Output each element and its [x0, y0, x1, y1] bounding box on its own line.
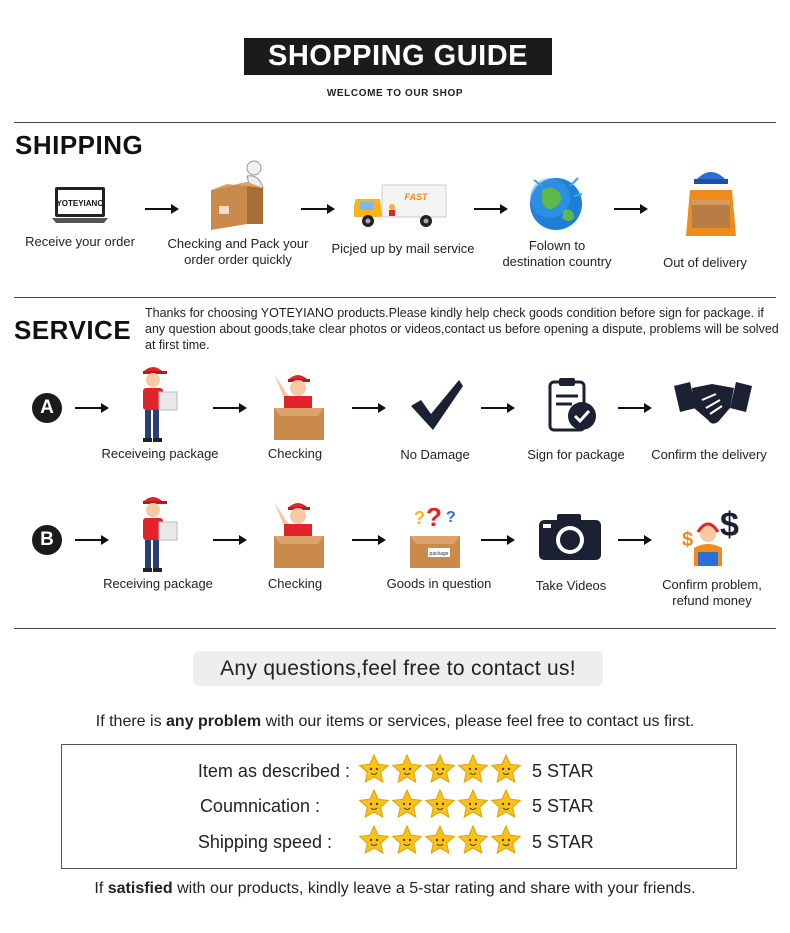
handshake-icon: [672, 378, 754, 428]
shipping-arrow-1: [145, 204, 179, 214]
contact-banner: [193, 651, 603, 686]
row-a-badge: A: [32, 393, 62, 423]
row-b-arrow-4: [481, 535, 515, 545]
row-a-step-label: Receiveing package: [101, 446, 219, 461]
svg-text:?: ?: [414, 508, 425, 528]
shipping-step-label: Folown to destination country: [502, 238, 612, 269]
page-title: SHOPPING GUIDE: [268, 40, 528, 72]
problem-sentence-post: with our items or services, please feel free to contact us first.: [261, 713, 695, 730]
divider-top: [14, 122, 776, 123]
row-a-step-label: Sign for package: [527, 447, 625, 462]
person-in-box-icon: [270, 370, 328, 442]
shipping-arrow-3: [474, 204, 508, 214]
rating-stars: [358, 788, 522, 820]
row-a-step-label: No Damage: [400, 447, 470, 462]
service-title: SERVICE: [14, 315, 132, 345]
courier-carrying-box-icon: [135, 364, 183, 444]
question-box-icon: [406, 504, 464, 570]
divider-service: [14, 628, 776, 629]
row-b-arrow-5: [618, 535, 652, 545]
star-icon: [424, 753, 456, 785]
star-icon: [391, 824, 423, 856]
svg-text:?: ?: [426, 504, 442, 532]
row-b-step-label: Receiving package: [103, 576, 213, 591]
rating-label: Coumnication :: [199, 796, 320, 816]
shipping-title: SHIPPING: [15, 130, 144, 160]
star-icon: [391, 788, 423, 820]
person-in-box-icon: [270, 498, 328, 570]
svg-text:?: ?: [446, 509, 456, 526]
star-icon: [424, 824, 456, 856]
row-b-arrow-1: [75, 535, 109, 545]
rating-box: [61, 744, 737, 869]
shipping-step-label: Out of delivery: [663, 255, 747, 270]
star-icon: [424, 788, 456, 820]
star-icon: [490, 753, 522, 785]
rating-value: 5 STAR: [532, 832, 594, 852]
rating-value: 5 STAR: [532, 796, 594, 816]
laptop-order-icon: [52, 186, 108, 224]
star-icon: [391, 753, 423, 785]
checkmark-icon: [409, 378, 465, 432]
row-a-arrow-5: [618, 403, 652, 413]
rating-stars: [358, 824, 522, 856]
courier-carrying-box-icon: [135, 494, 183, 574]
shipping-arrow-4: [614, 204, 648, 214]
star-icon: [490, 788, 522, 820]
satisfied-sentence-post: with our products, kindly leave a 5-star rating and share with your friends.: [172, 880, 696, 897]
svg-text:$: $: [682, 529, 694, 551]
rating-label: Item as described :: [197, 761, 350, 781]
divider-shipping: [14, 297, 776, 298]
star-icon: [457, 824, 489, 856]
row-a-step-label: Confirm the delivery: [651, 447, 767, 462]
row-a-arrow-2: [213, 403, 247, 413]
support-agent-dollar-icon: [680, 502, 746, 572]
shipping-step-label: Checking and Pack your order order quickly: [167, 236, 309, 267]
problem-sentence-bold: any problem: [166, 713, 262, 730]
star-icon: [457, 753, 489, 785]
svg-text:$: $: [720, 506, 739, 544]
satisfied-sentence: [0, 880, 790, 898]
truck-text: FAST: [404, 192, 428, 202]
star-icon: [358, 788, 390, 820]
star-icon: [457, 788, 489, 820]
row-b-step-label: Checking: [267, 576, 323, 591]
satisfied-sentence-pre: If: [94, 880, 108, 897]
row-b-badge: B: [32, 525, 62, 555]
problem-sentence: [0, 713, 790, 731]
row-b-arrow-2: [213, 535, 247, 545]
contact-banner-text: Any questions,feel free to contact us!: [220, 656, 576, 680]
row-b-arrow-3: [352, 535, 386, 545]
camera-icon: [537, 512, 603, 562]
page-title-banner: [244, 38, 552, 75]
package-label-text: package: [429, 551, 449, 557]
globe-icon: [524, 172, 588, 234]
rating-value: 5 STAR: [532, 761, 594, 781]
row-a-arrow-1: [75, 403, 109, 413]
clipboard-check-icon: [546, 376, 598, 434]
shipping-arrow-2: [301, 204, 335, 214]
service-note: Thanks for choosing YOTEYIANO products.Please kindly help check goods condition before sign for package. if any question about goods,take clear photos or videos,contact us before opening a dispute, problems will be solved at first time.: [145, 306, 779, 352]
laptop-brand-text: YOTEYIANO: [56, 199, 104, 208]
shipping-step-label: Receive your order: [25, 234, 135, 249]
row-a-step-label: Checking: [267, 446, 323, 461]
welcome-subtitle: WELCOME TO OUR SHOP: [326, 88, 464, 99]
problem-sentence-pre: If there is: [95, 713, 167, 730]
row-b-step-label: Goods in question: [386, 576, 492, 591]
pack-box-icon: [207, 158, 269, 232]
rating-stars: [358, 753, 522, 785]
delivery-truck-icon: [352, 183, 448, 229]
rating-label: Shipping speed :: [197, 832, 332, 852]
courier-parcel-icon: [684, 166, 738, 238]
shipping-step-label: Picjed up by mail service: [331, 241, 475, 256]
satisfied-sentence-bold: satisfied: [107, 880, 173, 897]
star-icon: [490, 824, 522, 856]
row-b-step-label: Confirm problem, refund money: [662, 577, 762, 608]
row-b-step-label: Take Videos: [535, 578, 607, 593]
star-icon: [358, 824, 390, 856]
row-a-arrow-4: [481, 403, 515, 413]
row-a-arrow-3: [352, 403, 386, 413]
star-icon: [358, 753, 390, 785]
